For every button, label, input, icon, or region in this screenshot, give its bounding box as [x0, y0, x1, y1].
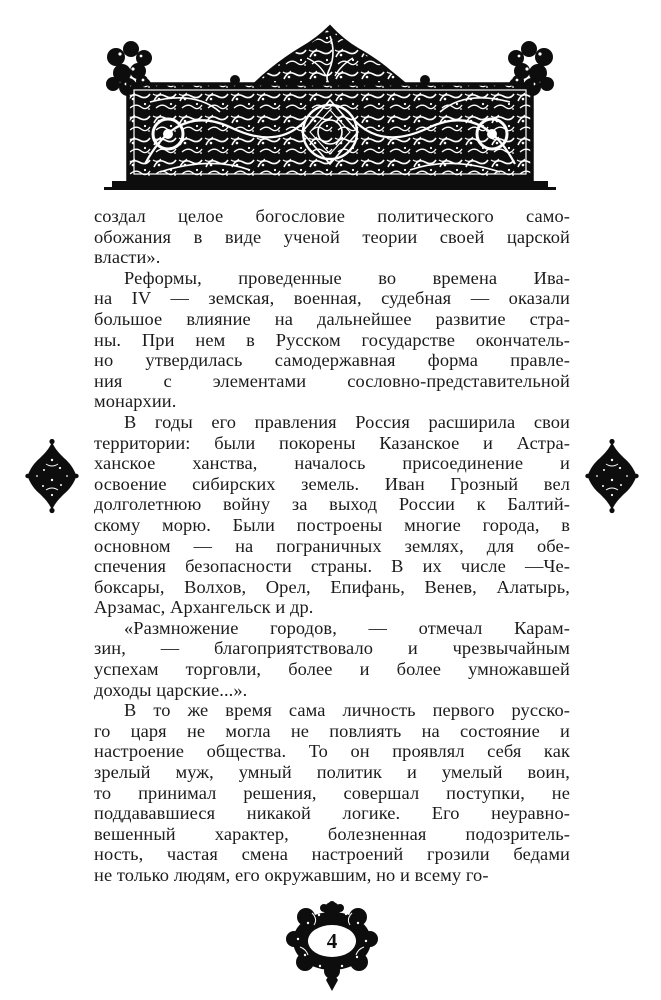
text-line: основном — на пограничных землях, для обе- — [94, 535, 570, 556]
text-line: зрелый муж, умный политик и умелый воин, — [94, 762, 570, 783]
text-line: В то же время сама личность первого русско- — [124, 700, 570, 721]
text-line: вешенный характер, болезненная подозритель- — [94, 823, 570, 844]
text-line: Арзамас, Архангельск и др. — [94, 597, 314, 618]
right-diamond-fleuron-icon — [584, 438, 640, 514]
headpiece-ornament-icon — [100, 24, 560, 196]
page-number: 4 — [326, 929, 338, 953]
text-line: на IV — земская, военная, судебная — оказали — [94, 288, 570, 309]
text-line: В годы его правления Россия расширила свои — [124, 411, 570, 432]
text-line: ны. При нем в Русском государстве окончатель- — [94, 329, 570, 350]
text-line: обожания в виде ученой теории своей царской — [94, 226, 570, 247]
text-line: ханское ханства, началось присоединение и — [94, 453, 570, 474]
text-line: территории: были покорены Казанское и Астра- — [94, 432, 570, 453]
text-block — [94, 206, 570, 886]
left-diamond-fleuron-icon — [24, 438, 80, 514]
text-line: но утвердилась самодержавная форма правле- — [94, 350, 570, 371]
text-line: спечения безопасности страны. В их числе —Че- — [94, 556, 570, 577]
text-line: зин, — благоприятствовало и чрезвычайным — [94, 638, 570, 659]
text-line: го царя не могла не повлиять на состояние и — [94, 720, 570, 741]
text-line: настроение общества. То он проявлял себя как — [94, 741, 570, 762]
text-line: большое влияние на дальнейшее развитие стра- — [94, 308, 570, 329]
text-line: ния с элементами сословно-представительной — [94, 370, 570, 391]
text-line: скому морю. Были построены многие города, в — [94, 514, 570, 535]
tailpiece-ornament — [284, 901, 380, 993]
text-line: Реформы, проведенные во времена Ива- — [124, 267, 570, 288]
text-line: «Размножение городов, — отмечал Карам- — [124, 617, 570, 638]
text-line: создал целое богословие политического само- — [94, 206, 570, 226]
text-line: ность, частая смена настроений грозили бедами — [94, 844, 570, 865]
text-line: монархии. — [94, 391, 177, 412]
text-line: освоение сибирских земель. Иван Грозный вел — [94, 473, 570, 494]
text-line: доходы царские...». — [94, 679, 248, 700]
text-line: не только людям, его окружавшим, но и всему го- — [94, 865, 489, 885]
text-line: боксары, Волхов, Орел, Епифань, Венев, Алатырь, — [94, 576, 570, 597]
text-line: успехам торговли, более и более умножавшей — [94, 659, 570, 680]
text-line: долголетнюю войну за выход России к Балтий- — [94, 494, 570, 515]
text-line: то принимал решения, совершал поступки, не — [94, 782, 570, 803]
text-line: поддававшиеся никакой логике. Его неуравно- — [94, 803, 570, 824]
text-line: власти». — [94, 247, 161, 268]
